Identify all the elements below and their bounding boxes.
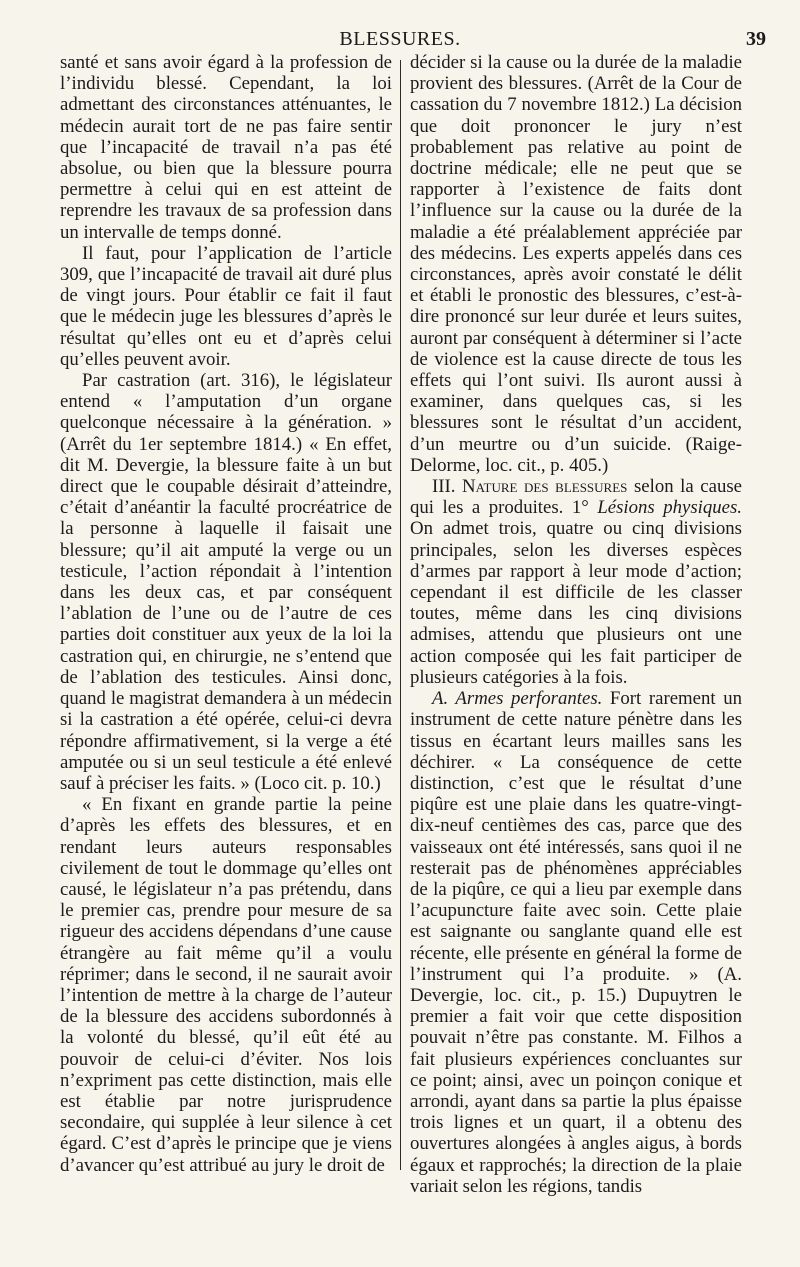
section-heading: III. Nature des blessures xyxy=(432,476,628,498)
text-span: Fort rarement un instrument de cette nature pénètre dans les tissus en écartant leurs mailles sans les déchirer. « La conséquence de cette distinction, c’est que le résultat d’une piqûre est une plaie dans les quatre-vingt-dix-neuf centièmes des cas, parce que des vaisseaux ont été intéressés, sans quoi il ne resterait pas de phénomènes appréciables de la piqûre, ce qui a lieu par exemple dans l’acupuncture faite avec soin. Cette plaie est saignante ou sanglante quand elle est récente, elle présente en général la forme de l’instrument qui l’a produite. » (A. Devergie, loc. cit., p. 15.) Dupuytren le premier a fait voir que cette disposition pouvait n’être pas constante. M. Filhos a fait plusieurs expériences concluantes sur ce point; ainsi, avec un poinçon conique et arrondi, ayant dans sa partie la plus épaisse trois lignes et un quart, il a obtenu des ouvertures alongées à angles aigus, à bords égaux et rapprochés; la direction de la plaie variait selon les régions, tandis xyxy=(410,688,742,1197)
paragraph: santé et sans avoir égard à la profession de l’individu blessé. Cependant, la loi admettant des circonstances atténuantes, le médecin aurait tort de ne pas faire sentir que l’incapacité de travail n’a pas été absolue, ou bien que la blessure pourra permettre à celui qui en est atteint de reprendre les travaux de sa profession dans un intervalle de temps donné. xyxy=(60,52,392,243)
section-paragraph xyxy=(410,476,742,688)
right-column xyxy=(410,52,742,1197)
paragraph: Il faut, pour l’application de l’article 309, que l’incapacité de travail ait duré plus de vingt jours. Pour établir ce fait il faut que le médecin juge les blessures d’après le résultat qu’elles ont eu et d’après celui qu’elles peuvent avoir. xyxy=(60,242,392,370)
paragraph: décider si la cause ou la durée de la maladie provient des blessures. (Arrêt de la Cour de cassation du 7 novembre 1812.) La décision que doit prononcer le jury n’est probablement pas relative au point de doctrine médicale; elle ne peut que se rapporter à l’existence de faits dont l’influence sur la cause ou la durée de la maladie a été préalablement appréciée par des médecins. Les experts appelés dans ces circonstances, après avoir constaté le délit et établi le pronostic des blessures, c’est-à-dire prononcé sur leur durée et leurs suites, auront par conséquent à déterminer si l’acte de violence est la cause directe de tous les effets qui l’ont suivi. Ils auront aussi à examiner, dans quelques cas, si les blessures sont le résultat d’un accident, d’un meurtre ou d’un suicide. (Raige-Delorme, loc. cit., p. 405.) xyxy=(410,52,742,476)
subheading: Lésions physiques. xyxy=(597,497,742,519)
paragraph: Par castration (art. 316), le législateur entend « l’amputation d’un organe quelconque nécessaire à la génération. » (Arrêt du 1er septembre 1814.) « En effet, dit M. Devergie, la blessure faite à un but direct que le coupable désirait d’atteindre, c’était d’anéantir la faculté procréatrice de la personne à laquelle il faisait une blessure; qu’il ait amputé la verge ou un testicule, l’action répondait à l’intention dans les deux cas, et par conséquent l’ablation de l’une ou de l’autre de ces parties doit constituer aux yeux de la loi la castration qui, en chirurgie, ne s’entend que de l’ablation des testicules. Ainsi donc, quand le magistrat demandera à un médecin si la castration a été opérée, celui-ci devra répondre affirmativement, si la verge a été amputée ou si un seul testicule a été enlevé sauf à préciser les faits. » (Loco cit. p. 10.) xyxy=(60,370,392,794)
running-title: BLESSURES. xyxy=(339,28,461,50)
page-number: 39 xyxy=(746,28,766,50)
left-column xyxy=(60,52,392,1176)
subheading: A. Armes perforantes. xyxy=(432,688,603,710)
column-divider xyxy=(400,60,401,1170)
text-span: selon la cause qui les a produites. 1° xyxy=(410,476,742,519)
paragraph: « En fixant en grande partie la peine d’après les effets des blessures, et en rendant leurs auteurs responsables civilement de tout le dommage qu’elles ont causé, le législateur n’a pas prétendu, dans le premier cas, prendre pour mesure de sa rigueur des accidens dépendans d’une cause étrangère au fait même qu’il a voulu réprimer; dans le second, il ne saurait avoir l’intention de mettre à la charge de l’auteur de la blessure des accidens subordonnés à la volonté du blessé, qu’il eût été au pouvoir de celui-ci d’éviter. Nos lois n’expriment pas cette distinction, mais elle est établie par notre jurisprudence secondaire, qui supplée à leur silence à cet égard. C’est d’après le principe que je viens d’avancer qu’est attribué au jury le droit de xyxy=(60,794,392,1176)
page-header xyxy=(0,28,800,54)
section-paragraph xyxy=(410,688,742,1197)
text-span: On admet trois, quatre ou cinq divisions principales, selon les diverses espèces d’armes par rapport à leur mode d’action; cependant il est difficile de les classer toutes, même dans les cinq divisions admises, attendu que plusieurs ont une action composée qui les fait participer de plusieurs catégories à la fois. xyxy=(410,518,742,688)
